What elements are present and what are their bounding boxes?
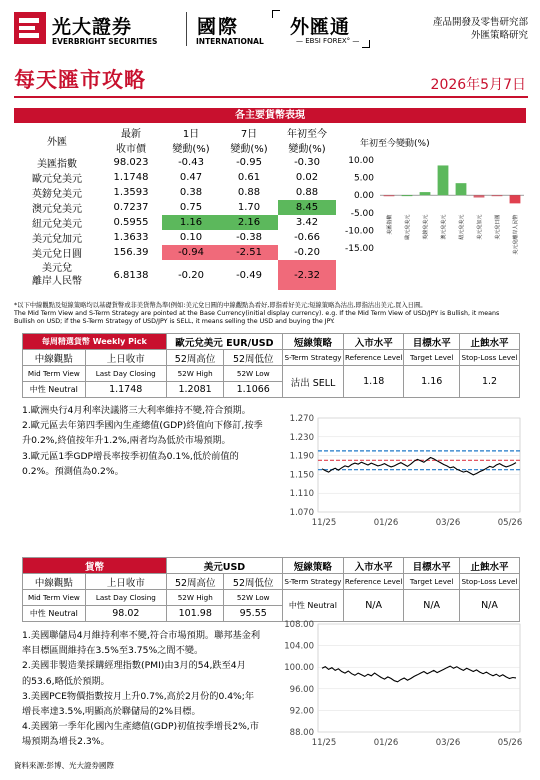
col-header-close: 最新 (121, 129, 141, 140)
usd-target-en: Target Level (404, 574, 460, 590)
usd-stop-en: Stop-Loss Level (459, 574, 519, 590)
row-d7: 0.88 (237, 187, 261, 198)
x-tick-label: 01/26 (373, 738, 399, 748)
report-date: 2026年5月7日 (430, 77, 526, 93)
eur-high-value: 1.2081 (166, 382, 224, 398)
row-d1: 0.47 (179, 172, 203, 183)
row-name: 歐元兌美元 (32, 174, 82, 185)
table-row (14, 155, 336, 170)
row-ytd: 0.02 (295, 172, 319, 183)
row-d1: 0.10 (179, 232, 203, 243)
disclaimer-note (14, 302, 534, 326)
logo-icon (14, 12, 46, 44)
y-tick-label: -10.00 (344, 226, 374, 237)
usd-bullet: 的53.6,略低於預期。 (22, 675, 110, 687)
bracket-left-icon (272, 10, 280, 18)
row-close: 156.39 (113, 247, 149, 258)
row-d1: -0.43 (178, 157, 204, 168)
y-tick-label: 92.00 (289, 706, 314, 717)
dept-name: 產品開發及零售研究部 (432, 17, 528, 28)
row-close: 0.7237 (113, 202, 149, 213)
row-ytd: -0.30 (294, 157, 320, 168)
usd-currency-label: 貨幣 (23, 558, 167, 574)
main-table-title: 各主要貨幣表現 (14, 108, 526, 123)
usd-stop-value: N/A (459, 590, 519, 622)
table-row (14, 245, 336, 260)
table-row (14, 185, 336, 200)
bar (510, 195, 521, 203)
y-tick-label: 96.00 (289, 684, 314, 695)
eur-entry-value: 1.18 (344, 366, 404, 398)
row-d7: -0.49 (236, 269, 262, 281)
usd-mid-view-en: Mid Term View (23, 590, 86, 606)
usd-sterm-en: S-Term Strategy (282, 574, 343, 590)
eur-close-cn: 上日收市 (85, 350, 166, 366)
eur-view-value: 中性 Neutral (23, 382, 86, 398)
title-rule (14, 96, 528, 98)
usd-pair: 美元USD (167, 558, 283, 574)
row-ytd: -0.66 (294, 232, 320, 243)
header (0, 0, 540, 60)
row-ytd: -2.32 (278, 260, 336, 290)
x-tick-label: 美元兌離岸人民幣 (513, 214, 519, 255)
row-d7: 1.70 (237, 202, 261, 213)
bar (384, 195, 395, 196)
row-d1: 0.75 (179, 202, 203, 213)
y-tick-label: 1.110 (289, 489, 314, 500)
intl-cn: 國際 (197, 16, 240, 38)
row-close: 0.5955 (113, 217, 149, 228)
eur-bullet: 0.2%。預測值為0.2%。 (22, 465, 124, 477)
eur-commentary (22, 403, 272, 479)
eur-target-value: 1.16 (404, 366, 460, 398)
row-name: 英鎊兌美元 (32, 189, 82, 200)
y-tick-label: 5.00 (353, 173, 374, 184)
page-title: 每天匯市攻略 (14, 68, 146, 92)
row-d1: 1.16 (162, 215, 220, 230)
eur-high-cn: 52周高位 (166, 350, 224, 366)
col-header-fx: 外匯 (47, 136, 67, 148)
eur-line-chart (278, 412, 528, 530)
eur-close-value: 1.1748 (85, 382, 166, 398)
bar (402, 195, 413, 196)
currency-table (14, 125, 336, 290)
eur-stop-en: Stop-Loss Level (460, 350, 520, 366)
row-ytd: 3.42 (295, 217, 319, 228)
row-d1: -0.94 (162, 245, 220, 260)
row-d1: 0.38 (179, 187, 203, 198)
usd-high-en: 52W High (167, 590, 224, 606)
row-close: 1.3593 (113, 187, 149, 198)
row-d7: -0.95 (236, 157, 262, 168)
x-tick-label: 英鎊兌美元 (423, 214, 429, 240)
eur-entry-cn: 入市水平 (344, 334, 404, 350)
col-header-ytd: 年初至今 (287, 129, 327, 140)
y-tick-label: 100.00 (284, 663, 314, 674)
usd-low-en: 52W Low (224, 590, 282, 606)
y-tick-label: 0.00 (353, 191, 374, 202)
eur-pair: 歐元兌美元 EUR/USD (166, 334, 282, 350)
table-row (14, 200, 336, 215)
eur-bullet: 1.歐洲央行4月利率決議將三大利率維持不變,符合預期。 (22, 405, 251, 416)
header-divider (186, 12, 187, 46)
y-tick-label: 1.150 (289, 470, 314, 481)
logo-en: EVERBRIGHT SECURITIES (52, 37, 158, 46)
x-tick-label: 11/25 (311, 738, 337, 748)
row-close: 98.023 (113, 157, 149, 168)
eur-table (22, 333, 520, 398)
y-tick-label: 108.00 (284, 620, 314, 630)
bracket-right-icon (362, 40, 370, 48)
eur-stop-cn: 止蝕水平 (460, 334, 520, 350)
usd-stop-cn: 止蝕水平 (459, 558, 519, 574)
eur-low-en: 52W Low (224, 366, 283, 382)
col-header-close-sub: 收市價 (116, 144, 146, 155)
eur-bullet: 2.歐元區去年第四季國內生產總值(GDP)終值向下修訂,按季 (22, 420, 263, 432)
row-d7: -0.38 (236, 232, 262, 243)
y-tick-label: 1.270 (289, 414, 314, 424)
x-tick-label: 11/25 (311, 518, 337, 528)
usd-commentary (22, 628, 272, 750)
eur-bullet: 升0.2%,終值按年升1.2%,兩者均為低於市場預期。 (22, 435, 231, 447)
row-close: 6.8138 (113, 269, 149, 281)
y-tick-label: -15.00 (344, 244, 374, 254)
everbright-logo-mark (14, 12, 46, 44)
x-tick-label: 美元兌日圓 (495, 214, 501, 240)
row-d7: -2.51 (220, 245, 278, 260)
row-ytd: 0.88 (295, 187, 319, 198)
table-row (14, 170, 336, 185)
bar (456, 183, 467, 195)
row-name: 美元兌日圓 (32, 249, 82, 260)
x-tick-label: 03/26 (435, 738, 461, 748)
row-name-line1: 美元兌 (42, 263, 72, 274)
y-tick-label: -5.00 (350, 208, 374, 219)
note-line-2: The Mid Term View and S-Term Strategy are pointed at the Base Currency(initial display currency). e.g. If the Mid Term View of USD/JPY is Bullish, it means (14, 310, 500, 317)
bar (474, 195, 485, 197)
logo-cn: 光大證券 (52, 16, 133, 38)
eur-sterm-en: S-Term Strategy (283, 350, 344, 366)
note-line-3: Bullish on USD; if the S-Term Strategy of USD/JPY is SELL, it means selling the USD and buying the JPY. (14, 318, 335, 325)
eur-weekly-pick: 每周精選貨幣 Weekly Pick (23, 334, 167, 350)
usd-line-chart (278, 618, 528, 750)
sub-dept-name: 外匯策略研究 (470, 30, 528, 41)
usd-chart (278, 618, 528, 750)
x-tick-label: 美元兌加元 (477, 214, 483, 240)
ytd-bar-chart (338, 126, 530, 306)
usd-low-value: 95.55 (224, 606, 282, 622)
eur-sterm-value: 沽出 SELL (283, 366, 344, 398)
col-header-ytd-sub: 變動(%) (288, 144, 326, 155)
usd-bullet: 3.美國PCE物價指數按月上升0.7%,高於2月份的0.4%;年 (22, 690, 255, 702)
usd-close-value: 98.02 (85, 606, 166, 622)
eur-target-en: Target Level (404, 350, 460, 366)
table-row (14, 230, 336, 245)
usd-bullet: 增長率達3.5%,明顯高於聯儲局的2%目標。 (22, 706, 201, 718)
row-d1: -0.20 (178, 269, 204, 281)
y-tick-label: 1.190 (289, 451, 314, 462)
usd-short-strategy: 短線策略 (282, 558, 343, 574)
x-tick-label: 澳元兌美元 (441, 214, 447, 240)
y-tick-label: 10.00 (348, 156, 374, 166)
fx-cn: 外匯通 (290, 16, 351, 38)
row-name: 澳元兌美元 (32, 204, 82, 215)
row-name: 美元兌加元 (32, 234, 82, 245)
ytd-chart (338, 126, 530, 306)
row-name: 美匯指數 (37, 159, 77, 170)
row-name: 紐元兌美元 (32, 219, 82, 230)
row-close: 1.3633 (113, 232, 149, 243)
usd-target-cn: 目標水平 (404, 558, 460, 574)
usd-low-cn: 52周低位 (224, 574, 282, 590)
x-tick-label: 03/26 (435, 518, 461, 528)
usd-close-cn: 上日收市 (85, 574, 166, 590)
row-close: 1.1748 (113, 172, 149, 183)
usd-entry-en: Reference Level (343, 574, 403, 590)
eur-low-value: 1.1066 (224, 382, 283, 398)
usd-high-value: 101.98 (167, 606, 224, 622)
price-series-line (322, 666, 516, 682)
row-ytd: 8.45 (278, 200, 336, 215)
usd-target-value: N/A (404, 590, 460, 622)
bar (492, 195, 503, 196)
row-d7: 2.16 (220, 215, 278, 230)
fx-en: — EBSI FOREX° — (296, 37, 360, 45)
row-name (14, 260, 100, 290)
row-ytd: -0.20 (294, 247, 320, 258)
usd-bullet: 場預期為增長2.3%。 (22, 736, 110, 748)
usd-sterm-value: 中性 Neutral (282, 590, 343, 622)
table-row (14, 215, 336, 230)
usd-table (22, 557, 520, 622)
y-tick-label: 1.230 (289, 432, 314, 443)
eur-bullet: 3.歐元區1季GDP增長率按季初值為0.1%,低於前值的 (22, 450, 239, 462)
x-tick-label: 紐元兌美元 (459, 214, 465, 240)
usd-mid-view-cn: 中線觀點 (23, 574, 86, 590)
eur-close-en: Last Day Closing (85, 366, 166, 382)
eur-mid-view-en: Mid Term View (23, 366, 86, 382)
usd-bullet: 率目標區間維持在3.5%至3.75%之間不變。 (22, 645, 204, 657)
usd-high-cn: 52周高位 (167, 574, 224, 590)
plot-frame (318, 418, 520, 512)
col-header-1d-sub: 變動(%) (172, 144, 210, 155)
usd-close-en: Last Day Closing (85, 590, 166, 606)
usd-bullet: 4.美國第一季年化國內生產總值(GDP)初值按季增長2%,市 (22, 721, 259, 733)
eur-short-strategy: 短線策略 (283, 334, 344, 350)
x-tick-label: 美匯指數 (387, 214, 393, 235)
row-d7: 0.61 (237, 172, 261, 183)
x-tick-label: 01/26 (373, 518, 399, 528)
eur-mid-view-cn: 中線觀點 (23, 350, 86, 366)
note-line-1: *以下中線觀點及短線策略均以基礎貨幣或非美貨幣為準(例如:美元兌日圓的中線觀點為看好,即指看好美元;短線策略為沽出,即指沽出美元,買入日圓。 (14, 302, 427, 309)
row-name-line2: 離岸人民幣 (32, 276, 82, 287)
col-header-1d: 1日 (182, 129, 200, 140)
bar (438, 165, 449, 195)
x-tick-label: 05/26 (497, 518, 523, 528)
y-tick-label: 88.00 (289, 728, 314, 738)
usd-entry-cn: 入市水平 (343, 558, 403, 574)
usd-bullet: 2.美國非製造業採購經理指數(PMI)由3月的54,跌至4月 (22, 660, 246, 672)
eur-target-cn: 目標水平 (404, 334, 460, 350)
eur-chart (278, 412, 528, 530)
y-tick-label: 104.00 (284, 641, 314, 652)
eur-entry-en: Reference Level (344, 350, 404, 366)
usd-entry-value: N/A (343, 590, 403, 622)
y-tick-label: 1.070 (289, 508, 314, 518)
bar (420, 192, 431, 195)
usd-bullet: 1.美國聯儲局4月維持利率不變,符合市場預期。聯邦基金利 (22, 630, 261, 641)
usd-view-value: 中性 Neutral (23, 606, 86, 622)
x-tick-label: 歐元兌美元 (405, 214, 411, 240)
col-header-7d: 7日 (240, 129, 258, 140)
source-footer: 資料來源:彭博、光大證券國際 (14, 761, 115, 770)
table-row (14, 260, 336, 290)
x-tick-label: 05/26 (497, 738, 523, 748)
plot-frame (318, 624, 520, 732)
eur-high-en: 52W High (166, 366, 224, 382)
ytd-chart-title: 年初至今變動(%) (360, 139, 430, 149)
eur-stop-value: 1.2 (460, 366, 520, 398)
intl-en: INTERNATIONAL (196, 37, 264, 46)
eur-low-cn: 52周低位 (224, 350, 283, 366)
col-header-7d-sub: 變動(%) (230, 144, 268, 155)
